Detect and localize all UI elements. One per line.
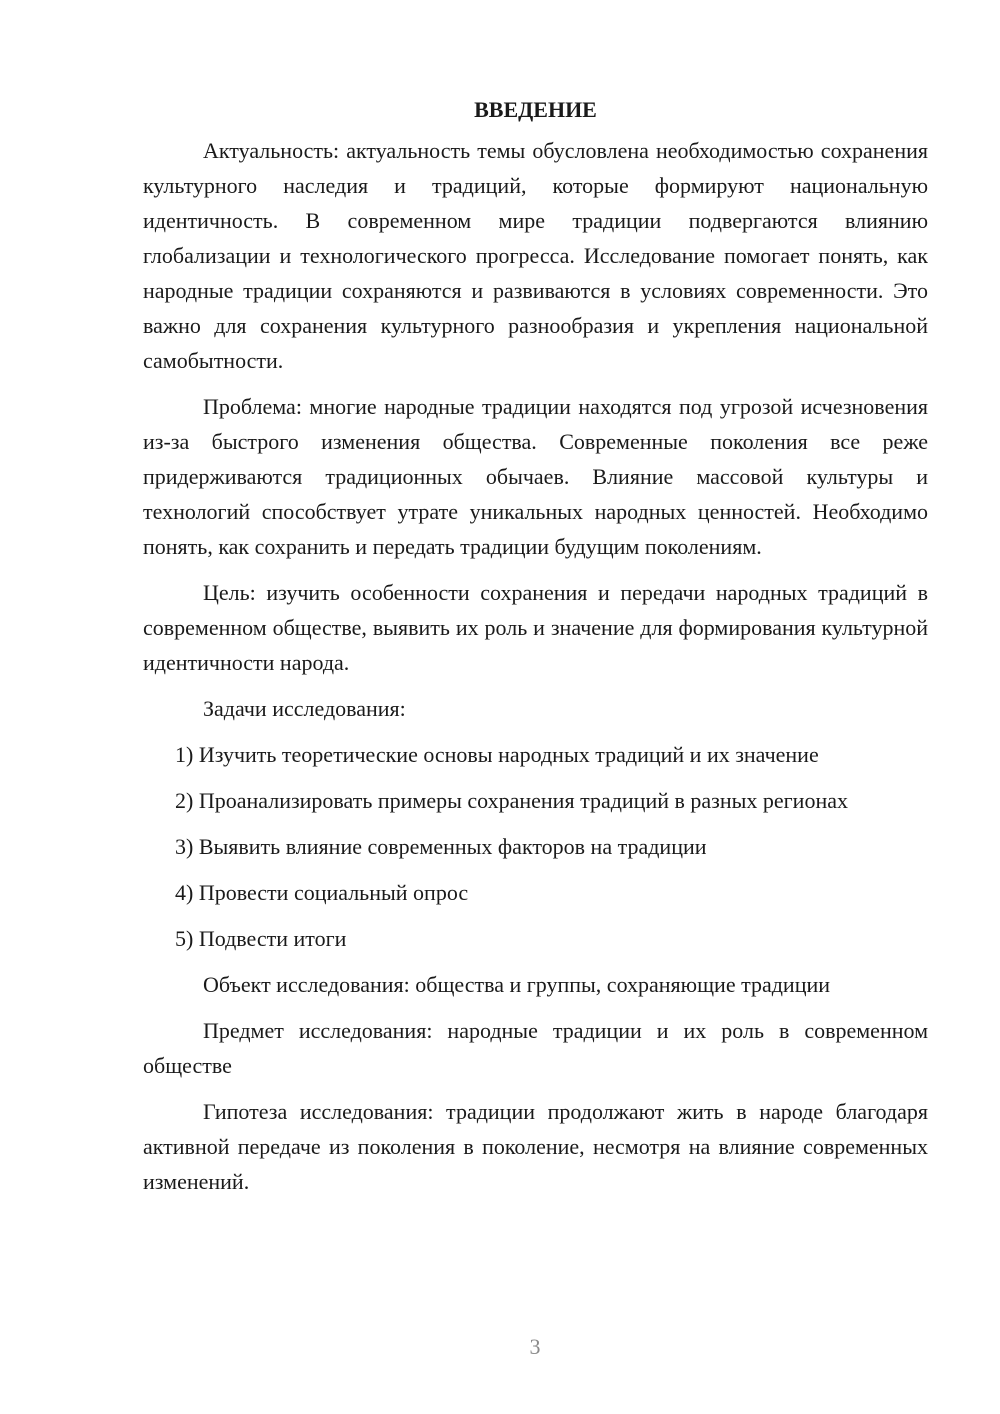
goal-paragraph: Цель: изучить особенности сохранения и передачи народных традиций в современном обществе, выявить их роль и значение для формирования культурной идентичности народа.: [143, 580, 928, 675]
relevance-paragraph: Актуальность: актуальность темы обусловлена необходимостью сохранения культурного наследия и традиций, которые формируют национальную идентичность. В современном мире традиции подвергаются влиянию глобализации и технологического прогресса. Исследование помогает понять, как народные традиции сохраняются и развиваются в условиях современности. Это важно для сохранения культурного разнообразия и укрепления национальной самобытности.: [143, 138, 928, 373]
section-heading: ВВЕДЕНИЕ: [474, 97, 597, 122]
hypothesis-paragraph: Гипотеза исследования: традиции продолжают жить в народе благодаря активной передаче из поколения в поколение, несмотря на влияние современных изменений.: [143, 1099, 928, 1194]
page-number: 3: [529, 1334, 541, 1359]
task-item-4: 4) Провести социальный опрос: [175, 880, 469, 905]
page-content: [143, 95, 928, 1199]
subject-paragraph: Предмет исследования: народные традиции и их роль в современном обществе: [143, 1018, 928, 1078]
task-item-1: 1) Изучить теоретические основы народных традиций и их значение: [175, 742, 819, 767]
tasks-heading: Задачи исследования:: [203, 696, 406, 721]
task-item-5: 5) Подвести итоги: [175, 926, 347, 951]
task-item-2: 2) Проанализировать примеры сохранения традиций в разных регионах: [175, 788, 848, 813]
problem-paragraph: Проблема: многие народные традиции находятся под угрозой исчезновения из-за быстрого изменения общества. Современные поколения все реже придерживаются традиционных обычаев. Влияние массовой культуры и технологий способствует утрате уникальных народных ценностей. Необходимо понять, как сохранить и передать традиции будущим поколениям.: [143, 394, 928, 559]
object-paragraph: Объект исследования: общества и группы, сохраняющие традиции: [203, 972, 831, 997]
task-item-3: 3) Выявить влияние современных факторов на традиции: [175, 834, 707, 859]
